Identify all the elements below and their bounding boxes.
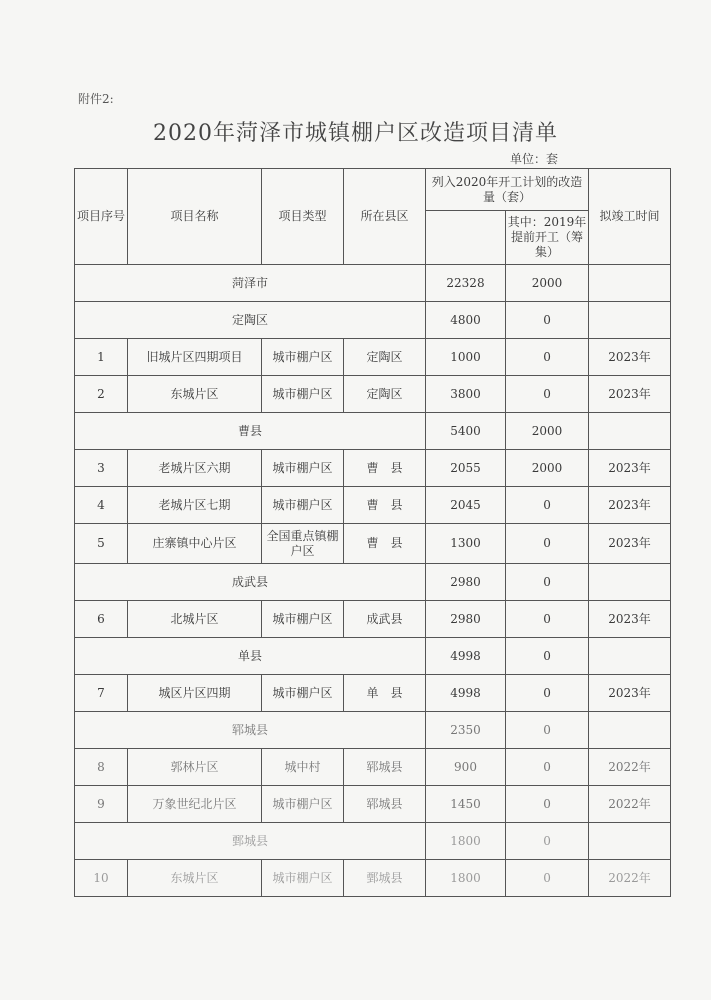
cell-advance: 0 xyxy=(506,376,589,413)
cell-seq: 10 xyxy=(75,860,128,897)
cell-plan: 4998 xyxy=(426,675,506,712)
cell-county: 曹 县 xyxy=(344,450,426,487)
group-plan: 4800 xyxy=(426,302,506,339)
group-label: 单县 xyxy=(75,638,426,675)
group-label: 成武县 xyxy=(75,564,426,601)
cell-name: 郭林片区 xyxy=(128,749,262,786)
cell-advance: 0 xyxy=(506,524,589,564)
table-row xyxy=(75,601,671,638)
cell-type: 城市棚户区 xyxy=(262,601,344,638)
cell-completion: 2022年 xyxy=(589,749,671,786)
table-row xyxy=(75,749,671,786)
cell-type: 城市棚户区 xyxy=(262,450,344,487)
group-label: 郓城县 xyxy=(75,712,426,749)
group-advance: 2000 xyxy=(506,413,589,450)
group-completion xyxy=(589,302,671,339)
unit-label: 单位：套 xyxy=(510,152,559,166)
cell-name: 北城片区 xyxy=(128,601,262,638)
group-row xyxy=(75,712,671,749)
group-plan: 4998 xyxy=(426,638,506,675)
cell-plan: 900 xyxy=(426,749,506,786)
header-advance: 其中：2019年提前开工（筹集） xyxy=(506,211,589,265)
header-seq: 项目序号 xyxy=(75,169,128,265)
group-completion xyxy=(589,823,671,860)
cell-advance: 0 xyxy=(506,601,589,638)
cell-plan: 1300 xyxy=(426,524,506,564)
cell-county: 曹 县 xyxy=(344,487,426,524)
cell-advance: 0 xyxy=(506,860,589,897)
header-county: 所在县区 xyxy=(344,169,426,265)
cell-advance: 0 xyxy=(506,749,589,786)
cell-name: 东城片区 xyxy=(128,860,262,897)
cell-seq: 9 xyxy=(75,786,128,823)
cell-type: 城市棚户区 xyxy=(262,675,344,712)
group-completion xyxy=(589,564,671,601)
group-advance: 0 xyxy=(506,302,589,339)
table-row xyxy=(75,450,671,487)
total-row xyxy=(75,265,671,302)
group-row xyxy=(75,302,671,339)
group-label: 鄄城县 xyxy=(75,823,426,860)
page-title: 2020年菏泽市城镇棚户区改造项目清单 xyxy=(153,121,558,146)
group-completion xyxy=(589,413,671,450)
cell-completion: 2023年 xyxy=(589,601,671,638)
group-advance: 0 xyxy=(506,823,589,860)
cell-plan: 1000 xyxy=(426,339,506,376)
table-row xyxy=(75,524,671,564)
cell-plan: 1800 xyxy=(426,860,506,897)
cell-type: 城市棚户区 xyxy=(262,487,344,524)
cell-seq: 3 xyxy=(75,450,128,487)
group-completion xyxy=(589,638,671,675)
cell-name: 万象世纪北片区 xyxy=(128,786,262,823)
cell-county: 鄄城县 xyxy=(344,860,426,897)
cell-county: 成武县 xyxy=(344,601,426,638)
cell-name: 庄寨镇中心片区 xyxy=(128,524,262,564)
group-plan: 5400 xyxy=(426,413,506,450)
cell-seq: 7 xyxy=(75,675,128,712)
attachment-label: 附件2: xyxy=(78,92,114,106)
total-plan: 22328 xyxy=(426,265,506,302)
cell-name: 城区片区四期 xyxy=(128,675,262,712)
group-plan: 2980 xyxy=(426,564,506,601)
group-advance: 0 xyxy=(506,712,589,749)
cell-completion: 2022年 xyxy=(589,786,671,823)
cell-county: 郓城县 xyxy=(344,749,426,786)
cell-seq: 5 xyxy=(75,524,128,564)
table-row xyxy=(75,487,671,524)
cell-type: 城中村 xyxy=(262,749,344,786)
group-advance: 0 xyxy=(506,564,589,601)
group-row xyxy=(75,823,671,860)
header-type: 项目类型 xyxy=(262,169,344,265)
group-row xyxy=(75,638,671,675)
header-plan: 列入2020年开工计划的改造量（套） xyxy=(426,169,589,211)
cell-completion: 2023年 xyxy=(589,376,671,413)
table-row xyxy=(75,675,671,712)
total-completion xyxy=(589,265,671,302)
cell-name: 东城片区 xyxy=(128,376,262,413)
cell-seq: 2 xyxy=(75,376,128,413)
cell-completion: 2023年 xyxy=(589,450,671,487)
table-row xyxy=(75,339,671,376)
group-plan: 1800 xyxy=(426,823,506,860)
cell-type: 全国重点镇棚户区 xyxy=(262,524,344,564)
cell-name: 老城片区六期 xyxy=(128,450,262,487)
group-label: 曹县 xyxy=(75,413,426,450)
cell-type: 城市棚户区 xyxy=(262,376,344,413)
cell-type: 城市棚户区 xyxy=(262,786,344,823)
header-completion: 拟竣工时间 xyxy=(589,169,671,265)
cell-completion: 2022年 xyxy=(589,860,671,897)
cell-plan: 2980 xyxy=(426,601,506,638)
table-row xyxy=(75,860,671,897)
cell-advance: 2000 xyxy=(506,450,589,487)
cell-advance: 0 xyxy=(506,786,589,823)
cell-county: 定陶区 xyxy=(344,339,426,376)
cell-completion: 2023年 xyxy=(589,487,671,524)
cell-plan: 2055 xyxy=(426,450,506,487)
cell-type: 城市棚户区 xyxy=(262,339,344,376)
total-advance: 2000 xyxy=(506,265,589,302)
cell-county: 曹 县 xyxy=(344,524,426,564)
cell-county: 单 县 xyxy=(344,675,426,712)
cell-seq: 6 xyxy=(75,601,128,638)
table-body xyxy=(75,265,671,897)
cell-name: 老城片区七期 xyxy=(128,487,262,524)
table-row xyxy=(75,786,671,823)
cell-seq: 1 xyxy=(75,339,128,376)
table-row xyxy=(75,376,671,413)
cell-plan: 3800 xyxy=(426,376,506,413)
group-plan: 2350 xyxy=(426,712,506,749)
cell-name: 旧城片区四期项目 xyxy=(128,339,262,376)
group-completion xyxy=(589,712,671,749)
header-name: 项目名称 xyxy=(128,169,262,265)
project-table xyxy=(74,168,671,897)
total-label: 菏泽市 xyxy=(75,265,426,302)
cell-plan: 2045 xyxy=(426,487,506,524)
group-row xyxy=(75,413,671,450)
cell-type: 城市棚户区 xyxy=(262,860,344,897)
cell-plan: 1450 xyxy=(426,786,506,823)
cell-completion: 2023年 xyxy=(589,339,671,376)
group-label: 定陶区 xyxy=(75,302,426,339)
cell-seq: 4 xyxy=(75,487,128,524)
cell-completion: 2023年 xyxy=(589,524,671,564)
cell-advance: 0 xyxy=(506,487,589,524)
group-advance: 0 xyxy=(506,638,589,675)
cell-county: 定陶区 xyxy=(344,376,426,413)
cell-advance: 0 xyxy=(506,675,589,712)
cell-completion: 2023年 xyxy=(589,675,671,712)
cell-seq: 8 xyxy=(75,749,128,786)
cell-advance: 0 xyxy=(506,339,589,376)
group-row xyxy=(75,564,671,601)
cell-county: 郓城县 xyxy=(344,786,426,823)
